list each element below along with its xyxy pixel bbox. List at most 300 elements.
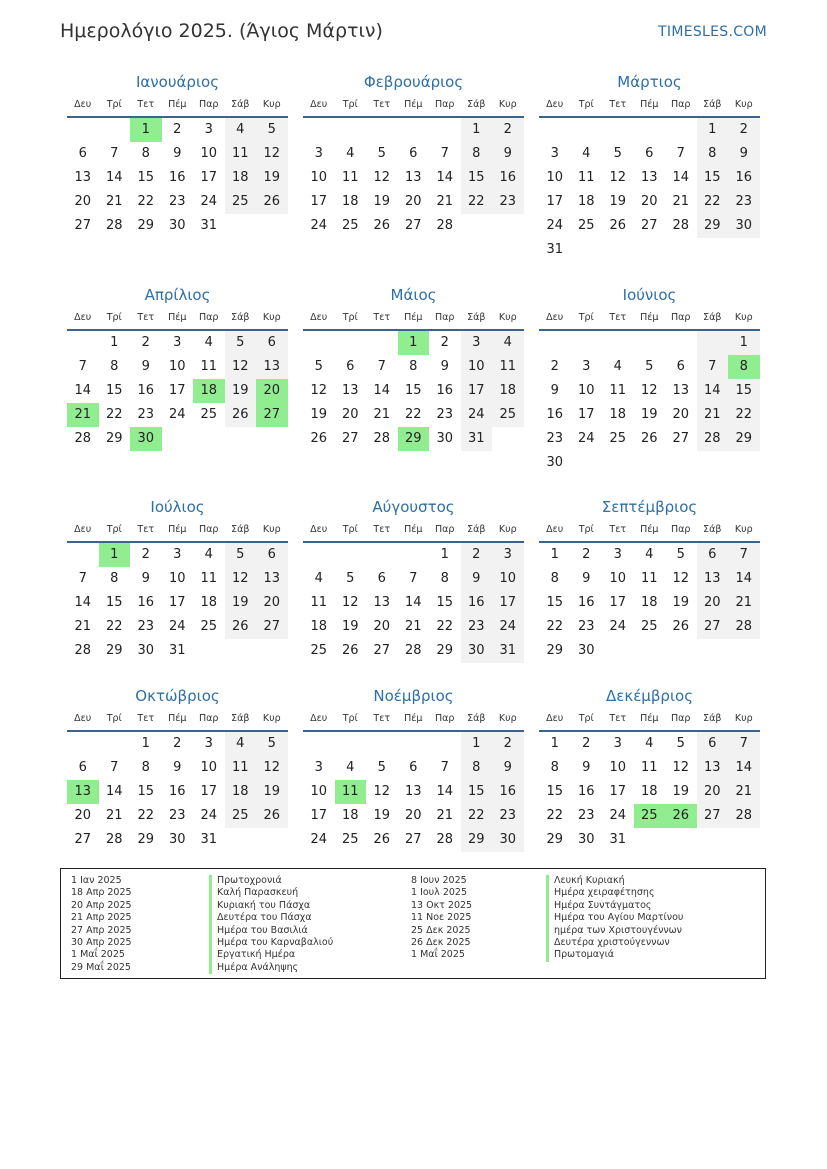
- day-grid: [539, 732, 760, 852]
- day-cell: 24: [546, 218, 564, 233]
- empty-cell: [634, 118, 666, 142]
- day-cell: 21: [672, 194, 690, 209]
- month-block: [303, 684, 524, 852]
- day-cell: 26: [225, 615, 257, 639]
- weekday-label: Παρ: [435, 312, 455, 323]
- legend-date: 8 Ιουν 2025: [411, 875, 467, 886]
- day-cell: 3: [314, 760, 323, 775]
- day-cell: 15: [728, 379, 760, 403]
- day-cell: 8: [141, 146, 150, 161]
- weekday-header: [303, 307, 524, 331]
- day-cell: 26: [640, 431, 658, 446]
- day-cell: 16: [137, 383, 155, 398]
- day-cell: 19: [310, 407, 328, 422]
- day-cell: 10: [577, 383, 595, 398]
- day-cell: 25: [341, 832, 359, 847]
- day-cell: 5: [676, 547, 685, 562]
- legend-holiday-name: Πρωτομαγιά: [546, 949, 683, 961]
- legend-date: 29 Μαΐ 2025: [71, 961, 131, 973]
- day-cell: 10: [492, 567, 524, 591]
- weekday-label: Τετ: [373, 99, 391, 110]
- day-cell: 17: [200, 170, 218, 185]
- day-cell: 20: [373, 619, 391, 634]
- day-cell: 22: [461, 190, 493, 214]
- empty-cell: [429, 118, 461, 142]
- month-name: Αύγουστος: [372, 498, 455, 516]
- day-cell: 15: [137, 170, 155, 185]
- day-cell: 28: [404, 643, 422, 658]
- day-cell: 12: [256, 142, 288, 166]
- weekday-label: Δευ: [74, 312, 92, 323]
- day-cell: 5: [377, 146, 386, 161]
- day-cell: 13: [404, 170, 422, 185]
- day-cell: 20: [697, 780, 729, 804]
- day-cell: 4: [225, 118, 257, 142]
- weekday-label: Δευ: [74, 713, 92, 724]
- day-cell: 10: [461, 355, 493, 379]
- day-cell: 26: [341, 643, 359, 658]
- weekday-label: Τετ: [609, 524, 627, 535]
- day-cell: 24: [168, 407, 186, 422]
- weekday-label: Κυρ: [734, 312, 753, 323]
- weekday-header: [303, 94, 524, 118]
- legend-holiday-name: Ημέρα του Βασιλιά: [209, 925, 333, 937]
- day-cell: 11: [609, 383, 627, 398]
- day-cell: 4: [645, 736, 654, 751]
- month-block: [539, 495, 760, 663]
- day-cell: 2: [141, 335, 150, 350]
- day-cell: 7: [409, 571, 418, 586]
- weekday-label: Δευ: [74, 524, 92, 535]
- day-cell: 19: [225, 379, 257, 403]
- legend-holiday-name: Ημέρα Συντάγματος: [546, 900, 683, 912]
- day-cell: 21: [728, 591, 760, 615]
- day-cell: 12: [373, 784, 391, 799]
- day-cell: 27: [74, 218, 92, 233]
- day-cell: 12: [341, 595, 359, 610]
- day-cell: 8: [550, 760, 559, 775]
- day-cell: 30: [577, 832, 595, 847]
- day-cell: 13: [697, 756, 729, 780]
- day-cell: 11: [341, 170, 359, 185]
- day-cell: 12: [373, 170, 391, 185]
- month-block: [67, 684, 288, 852]
- day-cell: 18: [577, 194, 595, 209]
- day-cell: 15: [404, 383, 422, 398]
- day-cell: 25: [341, 218, 359, 233]
- day-cell: 1: [550, 547, 559, 562]
- day-cell: 11: [225, 756, 257, 780]
- weekday-label: Τετ: [373, 713, 391, 724]
- weekday-label: Σάβ: [703, 713, 722, 724]
- day-cell: 18: [310, 619, 328, 634]
- weekday-label: Πέμ: [404, 524, 423, 535]
- day-cell: 6: [346, 359, 355, 374]
- day-cell: 9: [492, 756, 524, 780]
- day-cell: 27: [697, 615, 729, 639]
- day-cell: 18: [609, 407, 627, 422]
- day-cell: 3: [173, 335, 182, 350]
- weekday-label: Σάβ: [703, 524, 722, 535]
- day-cell: 8: [461, 142, 493, 166]
- day-cell: 27: [404, 218, 422, 233]
- weekday-label: Τετ: [137, 524, 155, 535]
- day-cell: 21: [105, 808, 123, 823]
- day-cell: 5: [225, 543, 257, 567]
- holiday-day: 29: [398, 427, 430, 451]
- weekday-label: Τρί: [578, 312, 594, 323]
- month-name: Απρίλιος: [144, 286, 211, 304]
- weekday-label: Παρ: [671, 99, 691, 110]
- day-cell: 8: [550, 571, 559, 586]
- day-cell: 10: [168, 359, 186, 374]
- day-cell: 21: [74, 619, 92, 634]
- day-cell: 5: [645, 359, 654, 374]
- day-cell: 8: [110, 359, 119, 374]
- day-grid: [67, 543, 288, 663]
- weekday-label: Πέμ: [168, 524, 187, 535]
- day-cell: 2: [582, 736, 591, 751]
- month-name: Ιανουάριος: [135, 73, 219, 91]
- empty-cell: [99, 118, 131, 142]
- day-cell: 5: [256, 118, 288, 142]
- day-cell: 13: [672, 383, 690, 398]
- legend-date: 11 Νοε 2025: [411, 912, 472, 924]
- day-cell: 11: [200, 571, 218, 586]
- holiday-legend: [60, 868, 766, 979]
- day-cell: 18: [200, 595, 218, 610]
- day-cell: 23: [492, 804, 524, 828]
- day-cell: 16: [492, 166, 524, 190]
- empty-cell: [634, 331, 666, 355]
- day-cell: 19: [256, 166, 288, 190]
- weekday-label: Κυρ: [734, 713, 753, 724]
- day-cell: 30: [436, 431, 454, 446]
- weekday-label: Κυρ: [734, 99, 753, 110]
- day-cell: 19: [225, 591, 257, 615]
- day-cell: 12: [256, 756, 288, 780]
- day-cell: 22: [697, 190, 729, 214]
- day-cell: 24: [310, 832, 328, 847]
- day-cell: 13: [697, 567, 729, 591]
- weekday-label: Πέμ: [404, 312, 423, 323]
- holiday-day: 18: [193, 379, 225, 403]
- day-cell: 7: [78, 359, 87, 374]
- day-cell: 26: [225, 403, 257, 427]
- day-cell: 26: [373, 218, 391, 233]
- empty-cell: [571, 331, 603, 355]
- day-cell: 14: [728, 756, 760, 780]
- day-cell: 19: [373, 808, 391, 823]
- weekday-label: Κυρ: [498, 524, 517, 535]
- day-cell: 21: [697, 403, 729, 427]
- day-cell: 7: [377, 359, 386, 374]
- day-cell: 5: [676, 736, 685, 751]
- day-cell: 23: [492, 190, 524, 214]
- month-block: [303, 495, 524, 663]
- day-cell: 7: [440, 146, 449, 161]
- day-cell: 4: [492, 331, 524, 355]
- day-cell: 29: [546, 643, 564, 658]
- weekday-label: Δευ: [310, 99, 328, 110]
- month-block: [539, 684, 760, 852]
- day-cell: 12: [672, 760, 690, 775]
- day-cell: 6: [697, 732, 729, 756]
- legend-holiday-name: Ημέρα του Καρναβαλιού: [209, 937, 333, 949]
- day-cell: 10: [168, 571, 186, 586]
- weekday-header: [303, 519, 524, 543]
- day-cell: 23: [436, 407, 454, 422]
- day-cell: 31: [492, 639, 524, 663]
- day-cell: 22: [105, 619, 123, 634]
- day-cell: 22: [105, 407, 123, 422]
- weekday-label: Τρί: [106, 524, 122, 535]
- day-cell: 9: [440, 359, 449, 374]
- holiday-day: 1: [130, 118, 162, 142]
- weekday-label: Παρ: [435, 99, 455, 110]
- day-cell: 25: [200, 619, 218, 634]
- day-cell: 7: [676, 146, 685, 161]
- day-cell: 30: [168, 832, 186, 847]
- day-cell: 23: [577, 619, 595, 634]
- day-cell: 4: [314, 571, 323, 586]
- legend-holiday-name: Πρωτοχρονιά: [209, 875, 333, 887]
- day-cell: 1: [461, 118, 493, 142]
- day-cell: 28: [728, 804, 760, 828]
- day-cell: 9: [492, 142, 524, 166]
- day-cell: 14: [672, 170, 690, 185]
- weekday-label: Δευ: [310, 312, 328, 323]
- empty-cell: [303, 331, 335, 355]
- weekday-label: Δευ: [310, 524, 328, 535]
- month-block: [67, 495, 288, 663]
- day-cell: 2: [492, 118, 524, 142]
- day-cell: 18: [341, 194, 359, 209]
- day-cell: 1: [110, 335, 119, 350]
- day-cell: 11: [577, 170, 595, 185]
- day-cell: 15: [546, 784, 564, 799]
- day-cell: 20: [74, 808, 92, 823]
- day-cell: 16: [137, 595, 155, 610]
- day-cell: 3: [613, 736, 622, 751]
- day-cell: 10: [200, 146, 218, 161]
- day-cell: 16: [577, 595, 595, 610]
- day-cell: 8: [110, 571, 119, 586]
- weekday-label: Παρ: [199, 524, 219, 535]
- empty-cell: [398, 732, 430, 756]
- day-grid: [67, 331, 288, 451]
- day-cell: 1: [461, 732, 493, 756]
- day-cell: 31: [168, 643, 186, 658]
- day-cell: 6: [377, 571, 386, 586]
- empty-cell: [539, 331, 571, 355]
- month-name: Μάρτιος: [617, 73, 682, 91]
- day-cell: 31: [546, 242, 564, 257]
- day-cell: 24: [461, 403, 493, 427]
- day-cell: 26: [373, 832, 391, 847]
- day-cell: 11: [225, 142, 257, 166]
- day-cell: 22: [546, 619, 564, 634]
- weekday-label: Παρ: [199, 312, 219, 323]
- weekday-header: [67, 708, 288, 732]
- day-cell: 14: [697, 379, 729, 403]
- day-cell: 20: [672, 407, 690, 422]
- day-cell: 7: [110, 760, 119, 775]
- day-cell: 10: [609, 760, 627, 775]
- day-cell: 9: [141, 359, 150, 374]
- day-cell: 17: [168, 595, 186, 610]
- legend-date: 18 Απρ 2025: [71, 887, 132, 899]
- day-cell: 2: [440, 335, 449, 350]
- day-cell: 31: [609, 832, 627, 847]
- day-cell: 31: [461, 427, 493, 451]
- day-cell: 30: [546, 455, 564, 470]
- weekday-label: Σάβ: [231, 99, 250, 110]
- day-cell: 11: [640, 571, 658, 586]
- empty-cell: [602, 118, 634, 142]
- day-cell: 24: [200, 808, 218, 823]
- day-cell: 18: [492, 379, 524, 403]
- day-cell: 7: [728, 543, 760, 567]
- day-cell: 6: [697, 543, 729, 567]
- legend-date: 1 Μαΐ 2025: [71, 949, 125, 961]
- day-cell: 11: [200, 359, 218, 374]
- day-cell: 20: [256, 591, 288, 615]
- legend-date: 26 Δεκ 2025: [411, 936, 471, 948]
- day-cell: 13: [404, 784, 422, 799]
- day-cell: 19: [373, 194, 391, 209]
- day-cell: 10: [609, 571, 627, 586]
- day-cell: 28: [74, 431, 92, 446]
- weekday-label: Κυρ: [498, 713, 517, 724]
- day-cell: 9: [582, 571, 591, 586]
- legend-holiday-name: Ημέρα χειραφέτησης: [546, 887, 683, 899]
- weekday-label: Τρί: [106, 713, 122, 724]
- day-cell: 20: [404, 194, 422, 209]
- day-cell: 5: [256, 732, 288, 756]
- weekday-label: Σάβ: [467, 99, 486, 110]
- legend-holiday-name: Κυριακή του Πάσχα: [209, 900, 333, 912]
- weekday-label: Κυρ: [262, 312, 281, 323]
- legend-date: 20 Απρ 2025: [71, 899, 132, 911]
- day-cell: 19: [672, 595, 690, 610]
- weekday-label: Σάβ: [467, 312, 486, 323]
- month-block: [67, 283, 288, 451]
- empty-cell: [571, 118, 603, 142]
- day-cell: 15: [461, 780, 493, 804]
- day-cell: 14: [105, 170, 123, 185]
- day-cell: 3: [204, 736, 213, 751]
- day-cell: 9: [141, 571, 150, 586]
- weekday-header: [539, 519, 760, 543]
- day-cell: 20: [74, 194, 92, 209]
- day-cell: 2: [461, 543, 493, 567]
- weekday-label: Τρί: [342, 99, 358, 110]
- day-cell: 19: [256, 780, 288, 804]
- weekday-header: [539, 708, 760, 732]
- weekday-label: Σάβ: [467, 713, 486, 724]
- day-cell: 22: [436, 619, 454, 634]
- day-cell: 8: [697, 142, 729, 166]
- day-cell: 20: [404, 808, 422, 823]
- day-cell: 24: [609, 808, 627, 823]
- day-cell: 24: [168, 619, 186, 634]
- weekday-label: Κυρ: [262, 99, 281, 110]
- day-grid: [303, 331, 524, 451]
- empty-cell: [67, 732, 99, 756]
- day-cell: 2: [141, 547, 150, 562]
- legend-dates-right: [411, 875, 472, 962]
- legend-date: 13 Οκτ 2025: [411, 899, 473, 911]
- weekday-label: Τετ: [373, 524, 391, 535]
- day-cell: 28: [728, 615, 760, 639]
- weekday-label: Τετ: [137, 312, 155, 323]
- day-cell: 21: [728, 780, 760, 804]
- weekday-label: Πέμ: [168, 99, 187, 110]
- holiday-day: 21: [67, 403, 99, 427]
- day-grid: [67, 732, 288, 852]
- day-grid: [67, 118, 288, 238]
- empty-cell: [697, 331, 729, 355]
- day-cell: 28: [436, 832, 454, 847]
- empty-cell: [539, 118, 571, 142]
- empty-cell: [602, 331, 634, 355]
- day-cell: 16: [577, 784, 595, 799]
- day-cell: 2: [582, 547, 591, 562]
- day-cell: 12: [609, 170, 627, 185]
- empty-cell: [366, 331, 398, 355]
- weekday-label: Τετ: [609, 713, 627, 724]
- day-cell: 18: [640, 784, 658, 799]
- day-cell: 4: [204, 547, 213, 562]
- weekday-label: Κυρ: [262, 713, 281, 724]
- weekday-label: Κυρ: [734, 524, 753, 535]
- weekday-label: Παρ: [199, 713, 219, 724]
- empty-cell: [335, 732, 367, 756]
- day-cell: 15: [105, 595, 123, 610]
- day-cell: 19: [609, 194, 627, 209]
- weekday-label: Τρί: [106, 312, 122, 323]
- day-cell: 27: [404, 832, 422, 847]
- day-cell: 31: [200, 218, 218, 233]
- holiday-day: 11: [335, 780, 367, 804]
- legend-date: 21 Απρ 2025: [71, 912, 132, 924]
- day-cell: 3: [461, 331, 493, 355]
- brand-logo[interactable]: TIMESLES.COM: [658, 24, 767, 40]
- day-cell: 5: [346, 571, 355, 586]
- weekday-label: Τρί: [578, 713, 594, 724]
- day-cell: 30: [137, 643, 155, 658]
- day-cell: 15: [461, 166, 493, 190]
- legend-names-right: [546, 875, 683, 962]
- weekday-label: Δευ: [74, 99, 92, 110]
- day-cell: 3: [173, 547, 182, 562]
- weekday-header: [67, 307, 288, 331]
- day-cell: 3: [550, 146, 559, 161]
- day-cell: 18: [225, 166, 257, 190]
- day-cell: 29: [105, 643, 123, 658]
- day-cell: 28: [105, 832, 123, 847]
- day-cell: 1: [728, 331, 760, 355]
- empty-cell: [366, 118, 398, 142]
- day-cell: 17: [577, 407, 595, 422]
- weekday-label: Κυρ: [498, 99, 517, 110]
- day-cell: 7: [697, 355, 729, 379]
- day-cell: 26: [256, 804, 288, 828]
- empty-cell: [665, 118, 697, 142]
- holiday-day: 25: [634, 804, 666, 828]
- day-cell: 11: [640, 760, 658, 775]
